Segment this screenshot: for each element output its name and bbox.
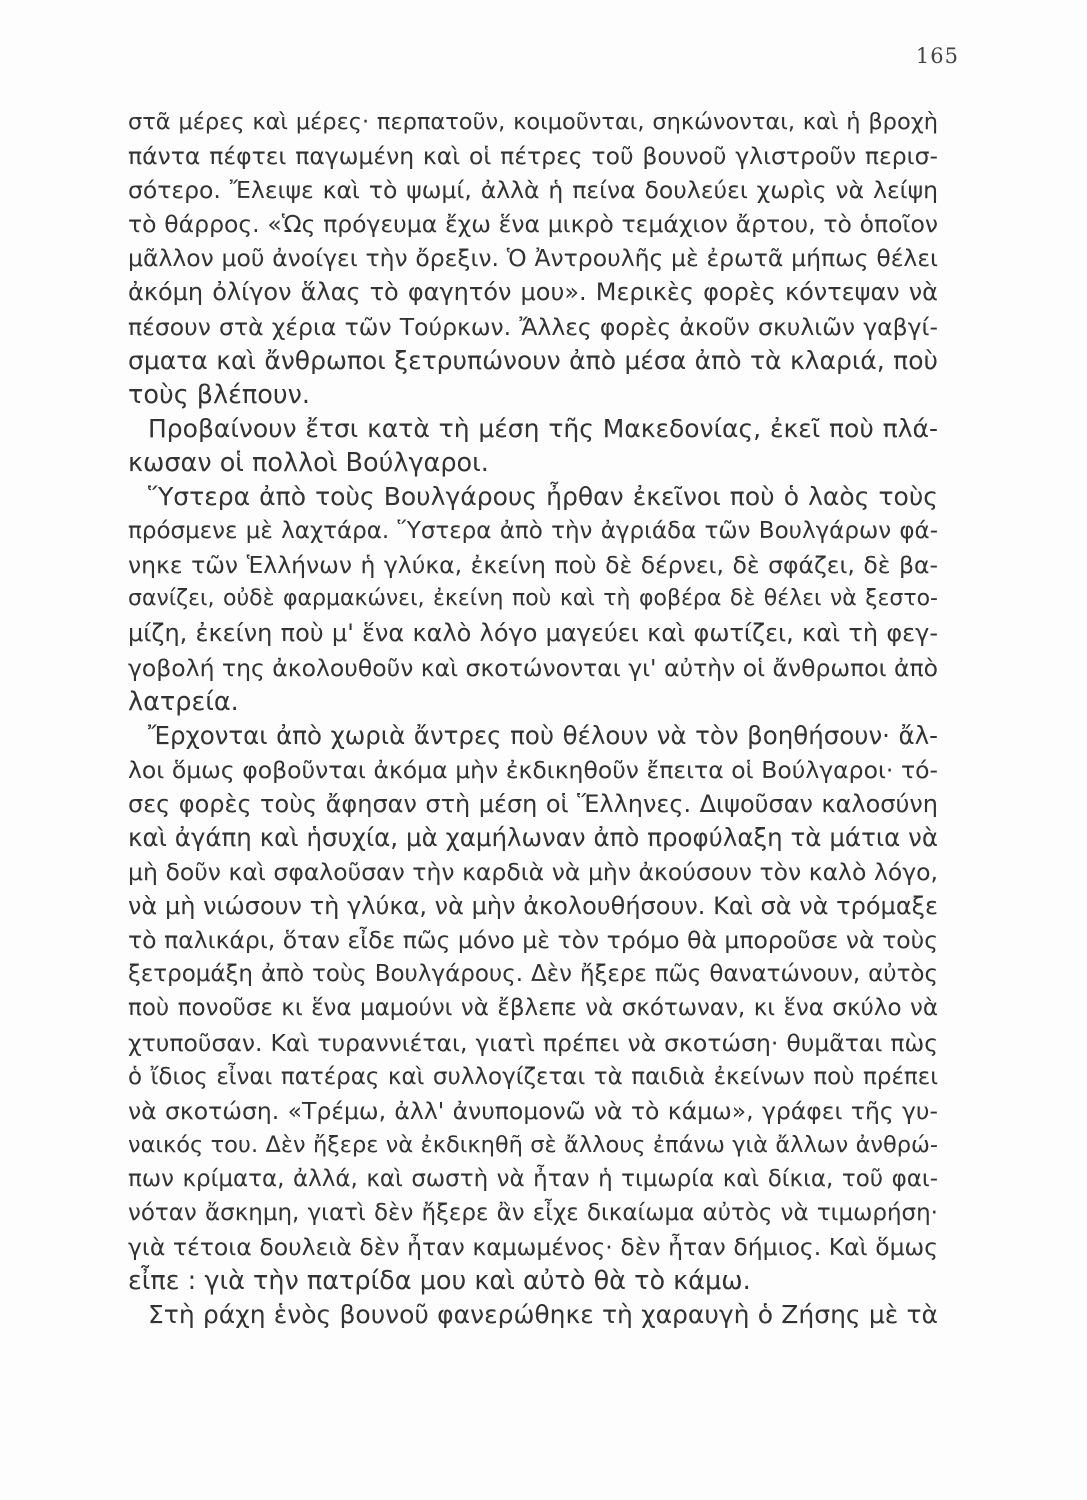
text-line: ὁ ἴδιος εἶναι πατέρας καὶ συλλογίζεται τὰ παιδιὰ ἐκείνων ποὺ πρέπει bbox=[128, 1063, 938, 1090]
text-line: πέσουν στὰ χέρια τῶν Τούρκων. Ἄλλες φορὲς ἀκοῦν σκυλιῶν γαβγί- bbox=[128, 312, 938, 341]
text-line: γοβολή της ἀκολουθοῦν καὶ σκοτώνονται γι' αὐτὴν οἱ ἄνθρωποι ἀπὸ bbox=[128, 653, 938, 682]
text-line: μᾶλλον μοῦ ἀνοίγει τὴν ὄρεξιν. Ὁ Ἀντρουλῆς μὲ ἐρωτᾶ μήπως θέλει bbox=[128, 244, 938, 273]
text-line: νὰ μὴ νιώσουν τὴ γλύκα, νὰ μὴν ἀκολουθήσουν. Καὶ σὰ νὰ τρόμαξε bbox=[128, 892, 938, 921]
text-line: τοὺς βλέπουν. bbox=[128, 379, 310, 410]
text-line: χτυποῦσαν. Καὶ τυραννιέται, γιατὶ πρέπει νὰ σκοτώση· θυμᾶται πὼς bbox=[128, 1028, 938, 1057]
text-line: σανίζει, οὐδὲ φαρμακώνει, ἐκείνη ποὺ καὶ τὴ φοβέρα δὲ θέλει νὰ ξεστο- bbox=[128, 586, 938, 612]
text-line: νηκε τῶν Ἑλλήνων ἡ γλύκα, ἐκείνη ποὺ δὲ δέρνει, δὲ σφάζει, δὲ βα- bbox=[128, 551, 938, 580]
text-line: εἶπε : γιὰ τὴν πατρίδα μου καὶ αὐτὸ θὰ τὸ κάμω. bbox=[128, 1266, 751, 1297]
text-line: λατρεία. bbox=[128, 686, 239, 717]
paragraph-start-line: Ὕστερα ἀπὸ τοὺς Βουλγάρους ἦρθαν ἐκεῖνοι ποὺ ὁ λαὸς τοὺς bbox=[148, 482, 938, 512]
text-line: γιὰ τέτοια δουλειὰ δὲν ἦταν καμωμένος· δὲν ἦταν δήμιος. Καὶ ὅμως bbox=[128, 1233, 938, 1262]
text-line: ξετρομάξη ἀπὸ τοὺς Βουλγάρους. Δὲν ἤξερε πῶς θανατώνουν, αὐτὸς bbox=[128, 961, 938, 988]
text-line: ἀκόμη ὀλίγον ἅλας τὸ φαγητόν μου». Μερικὲς φορὲς κόντεψαν νὰ bbox=[128, 278, 938, 307]
paragraph-start-line: Στὴ ράχη ἑνὸς βουνοῦ φανερώθηκε τὴ χαραυγὴ ὁ Ζήσης μὲ τὰ bbox=[148, 1300, 938, 1330]
text-line: πρόσμενε μὲ λαχτάρα. Ὕστερα ἀπὸ τὴν ἀγριάδα τῶν Βουλγάρων φά- bbox=[128, 518, 938, 545]
text-line: λοι ὅμως φοβοῦνται ἀκόμα μὴν ἐκδικηθοῦν ἔπειτα οἱ Βούλγαροι· τό- bbox=[128, 755, 938, 784]
text-line: σματα καὶ ἄνθρωποι ξετρυπώνουν ἀπὸ μέσα ἀπὸ τὰ κλαριά, ποὺ bbox=[128, 345, 938, 375]
text-line: σες φορὲς τοὺς ἄφησαν στὴ μέση οἱ Ἕλληνες. Διψοῦσαν καλοσύνη bbox=[128, 789, 938, 818]
text-line: ποὺ πονοῦσε κι ἕνα μαμούνι νὰ ἔβλεπε νὰ σκότωναν, κι ἕνα σκύλο νὰ bbox=[128, 995, 938, 1022]
text-line: μὴ δοῦν καὶ σφαλοῦσαν τὴν καρδιὰ νὰ μὴν ἀκούσουν τὸν καλὸ λόγο, bbox=[128, 858, 938, 887]
text-line: πων κρίματα, ἀλλά, καὶ σωστὴ νὰ ἦταν ἡ τιμωρία καὶ δίκια, τοῦ φαι- bbox=[128, 1165, 938, 1192]
text-line: νὰ σκοτώση. «Τρέμω, ἀλλ' ἀνυπομονῶ νὰ τὸ κάμω», γράφει τῆς γυ- bbox=[128, 1096, 938, 1125]
text-line: καὶ ἀγάπη καὶ ἡσυχία, μὰ χαμήλωναν ἀπὸ προφύλαξη τὰ μάτια νὰ bbox=[128, 822, 938, 852]
text-line: στᾶ μέρες καὶ μέρες· περπατοῦν, κοιμοῦνται, σηκώνονται, καὶ ἡ βροχὴ bbox=[128, 109, 938, 135]
text-line: τὸ παλικάρι, ὅταν εἶδε πῶς μόνο μὲ τὸν τρόμο θὰ μποροῦσε νὰ τοὺς bbox=[128, 926, 938, 955]
text-line: κωσαν οἱ πολλοὶ Βούλγαροι. bbox=[128, 447, 489, 478]
text-line: μίζη, ἐκείνη ποὺ μ' ἕνα καλὸ λόγο μαγεύει καὶ φωτίζει, καὶ τὴ φεγ- bbox=[128, 619, 938, 648]
text-line: ναικός του. Δὲν ἤξερε νὰ ἐκδικηθῆ σὲ ἄλλους ἐπάνω γιὰ ἄλλων ἀνθρώ- bbox=[128, 1131, 938, 1158]
page-number: 165 bbox=[915, 44, 959, 68]
paragraph-start-line: Ἔρχονται ἀπὸ χωριὰ ἄντρες ποὺ θέλουν νὰ τὸν βοηθήσουν· ἄλ- bbox=[148, 720, 938, 750]
text-line: σότερο. Ἔλειψε καὶ τὸ ψωμί, ἀλλὰ ἡ πείνα δουλεύει χωρὶς νὰ λείψη bbox=[128, 176, 938, 205]
text-line: πάντα πέφτει παγωμένη καὶ οἱ πέτρες τοῦ βουνοῦ γλιστροῦν περισ- bbox=[128, 142, 938, 171]
body-text bbox=[128, 105, 938, 1332]
text-line: τὸ θάρρος. «Ὡς πρόγευμα ἔχω ἕνα μικρὸ τεμάχιον ἄρτου, τὸ ὁποῖον bbox=[128, 210, 938, 239]
paragraph-start-line: Προβαίνουν ἔτσι κατὰ τὴ μέση τῆς Μακεδονίας, ἐκεῖ ποὺ πλά- bbox=[148, 413, 938, 443]
text-line: νόταν ἄσκημη, γιατὶ δὲν ἤξερε ἂν εἶχε δικαίωμα αὐτὸς νὰ τιμωρήση· bbox=[128, 1200, 938, 1226]
